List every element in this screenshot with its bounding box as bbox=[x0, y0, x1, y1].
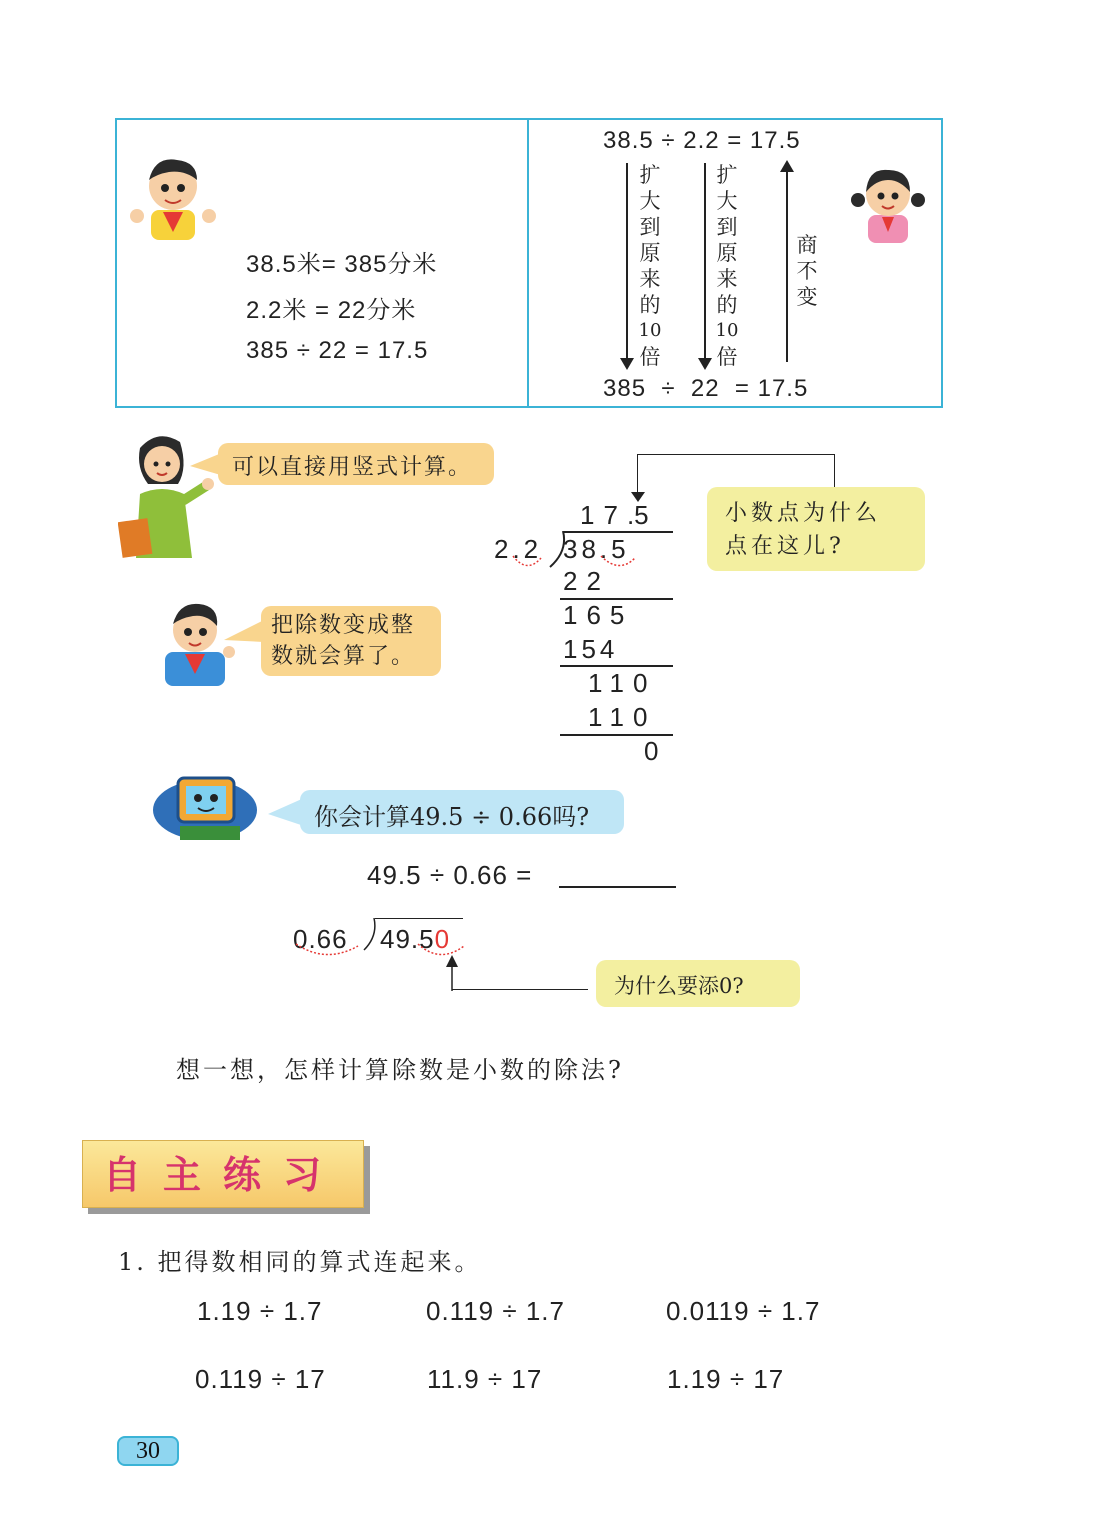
down-arrow-dividend bbox=[626, 163, 628, 363]
quotient-row: 17.5 bbox=[580, 500, 658, 530]
down-arrow-divisor bbox=[704, 163, 706, 363]
second-equation: 49.5 ÷ 0.66 = bbox=[367, 860, 533, 890]
original-equation: 38.5 ÷ 2.2 = 17.5 bbox=[603, 127, 801, 154]
annotation-column-2: 扩 大 到 原 来 的 10 倍 bbox=[715, 163, 739, 369]
remainder: 0 bbox=[644, 736, 668, 766]
bubble-tail bbox=[224, 620, 264, 644]
decimal-question-bubble: 小数点为什么 点在这儿? bbox=[707, 487, 925, 571]
add-zero-question-bubble: 为什么要添0? bbox=[596, 960, 800, 1007]
step-row-1: 22 bbox=[563, 566, 610, 596]
expression-1-1[interactable]: 1.19 ÷ 1.7 bbox=[197, 1296, 323, 1326]
second-dividend: 49.50 bbox=[380, 924, 451, 954]
divisor: 2.2 bbox=[494, 534, 543, 564]
teacher-speech-bubble: 可以直接用竖式计算。 bbox=[218, 443, 494, 485]
step-line bbox=[560, 665, 673, 667]
down-arrowhead-icon bbox=[631, 492, 645, 502]
down-arrowhead-icon bbox=[698, 358, 712, 370]
robot-speech-bubble: 你会计算49.5 ÷ 0.66吗? bbox=[300, 790, 624, 834]
connector-line bbox=[637, 454, 835, 455]
meter-conversion-1: 38.5米= 385分米 bbox=[246, 251, 438, 278]
step-row-5: 110 bbox=[588, 702, 657, 732]
exercise-1-title: 1. 把得数相同的算式连起来。 bbox=[118, 1248, 482, 1276]
think-prompt: 想一想，怎样计算除数是小数的除法? bbox=[176, 1056, 624, 1084]
step-row-2: 165 bbox=[563, 600, 634, 630]
robot-computer-illustration bbox=[150, 770, 265, 845]
connector-line bbox=[452, 989, 588, 990]
page-number: 30 bbox=[117, 1436, 179, 1466]
step-row-4: 110 bbox=[588, 668, 657, 698]
division-bar bbox=[375, 918, 463, 919]
second-divisor: 0.66 bbox=[293, 924, 348, 954]
expression-2-3[interactable]: 1.19 ÷ 17 bbox=[667, 1364, 785, 1394]
boy-waving-illustration bbox=[125, 150, 220, 245]
left-division-equation: 385 ÷ 22 = 17.5 bbox=[246, 337, 429, 364]
connector-line bbox=[834, 454, 835, 488]
step-row-3: 154 bbox=[563, 634, 619, 664]
up-arrow-quotient bbox=[786, 170, 788, 362]
expression-2-1[interactable]: 0.119 ÷ 17 bbox=[195, 1364, 326, 1394]
boy-speech-bubble: 把除数变成整 数就会算了。 bbox=[261, 606, 441, 676]
dividend: 38.5 bbox=[563, 534, 630, 564]
scaled-equation: 385 ÷ 22 = 17.5 bbox=[603, 375, 809, 402]
connector-line bbox=[637, 454, 638, 494]
girl-illustration bbox=[848, 160, 928, 245]
down-arrowhead-icon bbox=[620, 358, 634, 370]
meter-conversion-2: 2.2米 = 22分米 bbox=[246, 297, 417, 324]
box-divider bbox=[527, 120, 529, 408]
up-arrowhead-icon bbox=[780, 160, 794, 172]
annotation-column-3: 商 不 变 bbox=[796, 233, 818, 309]
expression-2-2[interactable]: 11.9 ÷ 17 bbox=[427, 1364, 543, 1394]
expression-1-3[interactable]: 0.0119 ÷ 1.7 bbox=[666, 1296, 821, 1326]
expression-1-2[interactable]: 0.119 ÷ 1.7 bbox=[426, 1296, 565, 1326]
bubble-tail bbox=[268, 798, 304, 828]
answer-blank[interactable] bbox=[559, 886, 676, 888]
teacher-illustration bbox=[118, 428, 218, 560]
practice-section-title: 自主练习 bbox=[82, 1140, 364, 1208]
division-bar bbox=[563, 531, 673, 533]
decimal-shift-arrows bbox=[290, 940, 470, 964]
annotation-column-1: 扩 大 到 原 来 的 10 倍 bbox=[638, 163, 662, 369]
